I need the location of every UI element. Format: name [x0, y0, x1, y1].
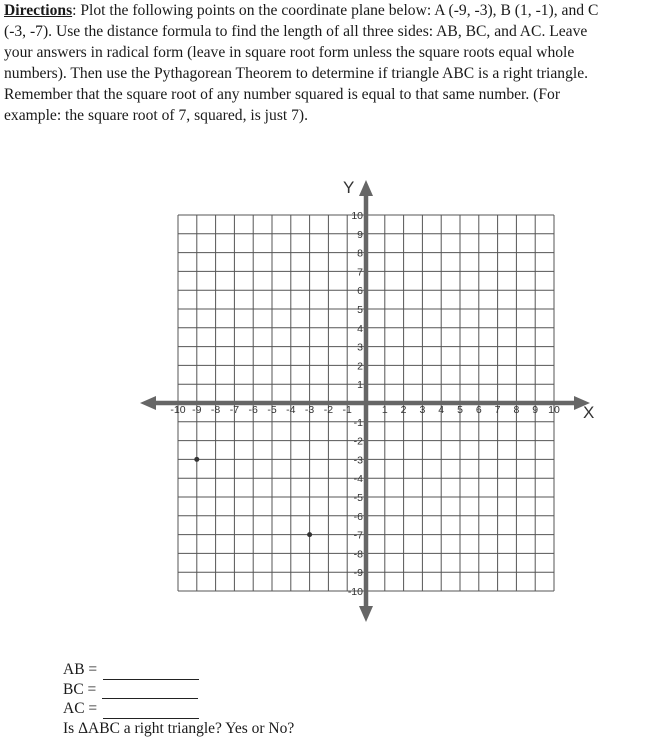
x-tick-label: -7	[229, 404, 240, 416]
y-tick-label: 8	[357, 247, 363, 260]
x-tick-label: -10	[170, 404, 186, 416]
directions-label: Directions	[4, 2, 73, 19]
x-axis-label: X	[583, 403, 595, 422]
y-axis-arrow-down	[359, 606, 373, 622]
y-tick-label: 9	[357, 228, 363, 241]
answer-section	[63, 660, 294, 738]
x-axis-arrow-left	[140, 396, 156, 410]
y-tick-label: 2	[357, 360, 363, 373]
y-tick-label: 7	[357, 266, 363, 279]
x-tick-label: 10	[548, 404, 560, 416]
axes	[140, 180, 590, 622]
ac-answer-row	[63, 699, 294, 719]
y-tick-label: -4	[353, 473, 363, 486]
x-tick-label: 4	[438, 404, 445, 416]
y-tick-label: 4	[357, 322, 363, 335]
y-tick-label: -2	[353, 435, 363, 448]
x-tick-label: -8	[210, 404, 221, 416]
ac-label: AC =	[63, 700, 98, 717]
y-tick-label: -3	[353, 454, 363, 467]
x-tick-label: -6	[248, 404, 258, 416]
y-tick-label: 1	[357, 379, 363, 392]
directions-line-2: (-3, -7). Use the distance formula to find the length of all three sides: AB, BC, and AC. Leave	[4, 23, 588, 40]
ab-answer-blank[interactable]	[103, 665, 199, 680]
x-tick-label: 8	[513, 404, 520, 416]
x-tick-label: -1	[342, 404, 352, 416]
y-tick-label: 10	[351, 210, 363, 222]
x-tick-label: 6	[475, 404, 482, 416]
y-tick-label: -5	[353, 492, 363, 504]
directions-line-1: Plot the following points on the coordinate plane below: A (-9, -3), B (1, -1), and C	[76, 2, 599, 19]
right-triangle-question-row	[63, 719, 294, 739]
x-tick-label: 1	[381, 404, 388, 416]
y-tick-label: -7	[353, 529, 363, 542]
x-tick-label: 7	[494, 404, 501, 416]
ac-answer-blank[interactable]	[103, 704, 199, 719]
directions-line-4: numbers). Then use the Pythagorean Theorem to determine if triangle ABC is a right triangle.	[4, 65, 589, 82]
directions-line-6: example: the square root of 7, squared, is just 7).	[4, 107, 309, 124]
x-tick-label: 5	[457, 404, 463, 416]
bc-answer-blank[interactable]	[102, 684, 198, 699]
y-tick-label: 3	[357, 341, 363, 354]
plotted-point	[194, 457, 199, 462]
y-tick-label: 5	[357, 304, 363, 316]
directions-line-5: Remember that the square root of any number squared is equal to that same number. (For	[4, 86, 561, 103]
y-axis-label: Y	[343, 178, 355, 197]
x-tick-label: -4	[286, 404, 296, 416]
y-tick-label: -6	[353, 510, 363, 523]
directions-colon: :	[72, 2, 77, 19]
x-tick-label: -9	[192, 404, 202, 416]
right-triangle-question: Is ΔABC a right triangle? Yes or No?	[63, 719, 295, 737]
ab-label: AB =	[63, 661, 98, 678]
x-tick-label: 3	[419, 404, 426, 416]
y-tick-label: -9	[353, 567, 363, 580]
ab-answer-row	[63, 660, 294, 680]
y-tick-label: -8	[353, 548, 363, 561]
x-tick-label: -3	[304, 404, 315, 416]
directions-line-3: your answers in radical form (leave in square root form unless the square roots equal whole	[4, 44, 575, 61]
bc-label: BC =	[63, 680, 97, 698]
plotted-point	[307, 532, 312, 537]
y-tick-label: 6	[357, 285, 363, 298]
y-axis-arrow-up	[359, 180, 373, 196]
bc-answer-row	[63, 680, 294, 700]
x-tick-label: 9	[532, 404, 539, 416]
y-tick-label: -10	[347, 586, 363, 598]
x-tick-label: -5	[267, 404, 277, 416]
x-tick-label: 2	[400, 404, 407, 416]
y-tick-label: -1	[353, 416, 363, 429]
x-tick-label: -2	[323, 404, 334, 416]
